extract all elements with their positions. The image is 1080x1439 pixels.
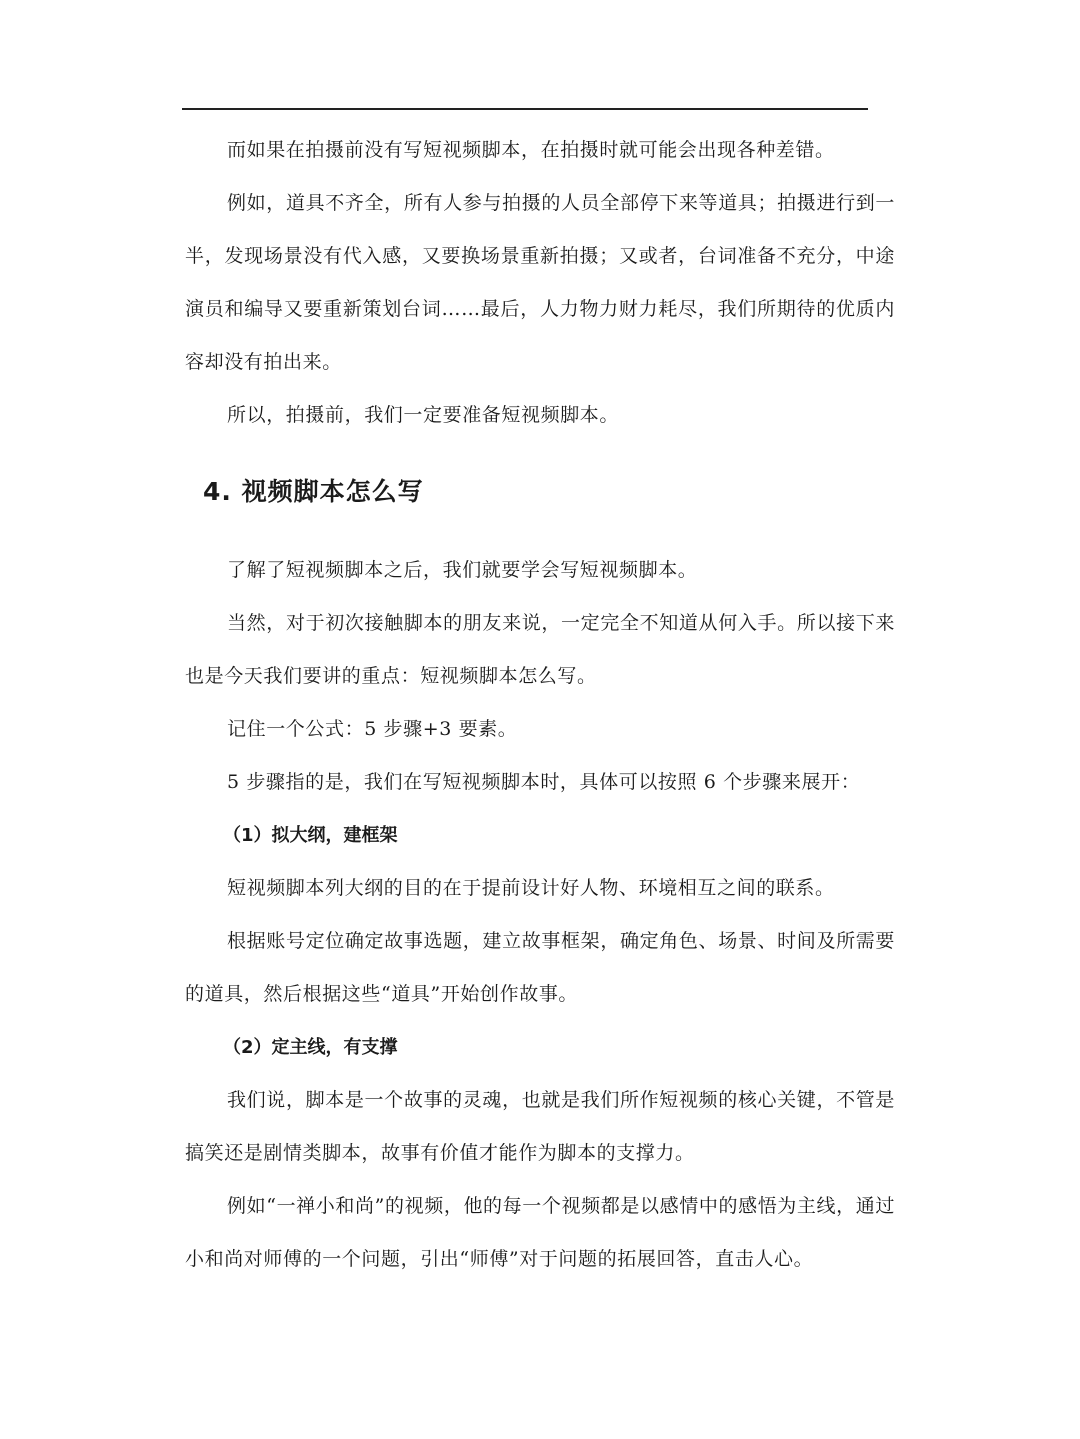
document-body [185, 124, 895, 1286]
paragraph-conclusion: 所以，拍摄前，我们一定要准备短视频脚本。 [227, 404, 620, 426]
paragraph-formula: 记住一个公式：5 步骤+3 要素。 [227, 718, 518, 740]
header-rule [182, 108, 868, 110]
paragraph-beginners: 当然，对于初次接触脚本的朋友来说，一定完全不知道从何入手。所以接下来也是今天我们要讲的重点：短视频脚本怎么写。 [185, 612, 895, 687]
step-1-heading: （1）拟大纲，建框架 [223, 825, 398, 846]
step-2-paragraph: 例如“一禅小和尚”的视频，他的每一个视频都是以感情中的感悟为主线，通过小和尚对师傅的一个问题，引出“师傅”对于问题的拓展回答，直击人心。 [185, 1195, 895, 1270]
step-1-paragraph: 根据账号定位确定故事选题，建立故事框架，确定角色、场景、时间及所需要的道具，然后根据这些“道具”开始创作故事。 [185, 930, 895, 1005]
paragraph-example-problems: 例如，道具不齐全，所有人参与拍摄的人员全部停下来等道具；拍摄进行到一半，发现场景没有代入感，又要换场景重新拍摄；又或者，台词准备不充分，中途演员和编导又要重新策划台词……最后，人力物力财力耗尽，我们所期待的优质内容却没有拍出来。 [185, 192, 895, 373]
paragraph-steps-intro: 5 步骤指的是，我们在写短视频脚本时，具体可以按照 6 个步骤来展开： [227, 771, 861, 793]
section-title: 4. 视频脚本怎么写 [203, 477, 424, 506]
step-2-heading: （2）定主线，有支撑 [223, 1037, 398, 1058]
paragraph-intro: 了解了短视频脚本之后，我们就要学会写短视频脚本。 [227, 559, 698, 581]
paragraph-filming-errors: 而如果在拍摄前没有写短视频脚本，在拍摄时就可能会出现各种差错。 [227, 139, 835, 161]
step-1-paragraph: 短视频脚本列大纲的目的在于提前设计好人物、环境相互之间的联系。 [227, 877, 835, 899]
step-2-paragraph: 我们说，脚本是一个故事的灵魂，也就是我们所作短视频的核心关键，不管是搞笑还是剧情类脚本，故事有价值才能作为脚本的支撑力。 [185, 1089, 895, 1164]
